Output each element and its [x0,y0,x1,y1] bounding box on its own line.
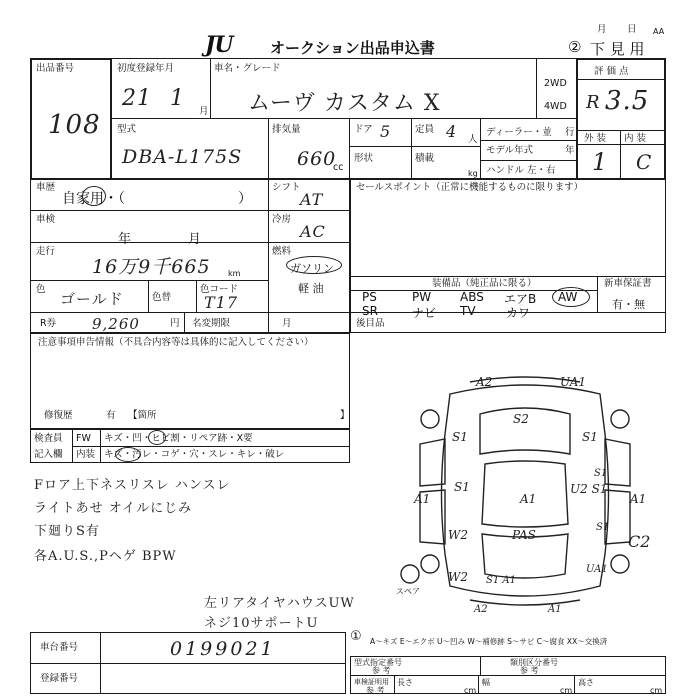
model-year-unit: 年 [565,145,575,156]
circle-one-mark: ① [350,629,362,644]
damage-s1-right-top: S1 [582,430,598,444]
rating-label: 評 価 点 [594,66,629,77]
equipment-item: PS [362,290,377,304]
car-name-value: ムーヴ カスタム X [248,91,441,116]
category-close-paren: ） [238,191,252,207]
door-label: ドア [354,124,373,135]
length-label: 長さ [397,678,413,687]
gasoline-circle [286,256,342,274]
exterior-label: 外 装 [584,133,607,144]
reg-no-label: 登録番号 [40,673,79,684]
equipment-label: 装備品（純正品に限る） [432,278,537,289]
cert-ref: 参 考 [366,686,385,695]
name-change-month: 月 [282,318,292,329]
exterior-score: 1 [592,148,609,176]
interior-score: C [636,150,653,174]
aw-circle [552,287,590,307]
auction-logo: JU [205,32,233,58]
notes-title: 注意事項申告情報（不具合内容等は具体的に記入してください） [38,337,314,348]
private-use-circle [82,186,106,206]
door-value: 5 [380,122,392,141]
shift-label: シフト [272,182,301,193]
width-cm: cm [560,686,573,695]
capacity-value: 4 [446,122,458,141]
shift-value: AT [300,190,324,209]
4wd-label: 4WD [544,101,567,112]
rating-prefix: R [586,92,601,113]
first-registration-month: 1 [170,86,185,111]
new-warranty-label: 新車保証書 [604,278,652,289]
line-label: 行 [565,127,575,138]
length-cm: cm [464,686,477,695]
category-no-label: 類別区分番号 [510,658,558,667]
light-oil-option: 軽 油 [298,282,324,295]
color-code-value: T17 [204,293,239,312]
warranty-yes-no: 有・無 [612,298,645,311]
cooler-value: AC [300,222,326,241]
displacement-value: 660 [297,148,337,170]
note-line: 各A.U.S.,Pヘゲ BPW [34,549,177,564]
damage-s1-a1: S1 A1 [486,575,516,586]
damage-a2-top: A2 [476,375,493,389]
height-cm: cm [650,686,663,695]
gasoline-option: ガソリン [290,262,334,275]
damage-w2-left: W2 [448,528,468,542]
first-registration-year: 21 [122,86,152,111]
damage-s1-right-bottom: S1 [596,522,610,533]
damage-s2-roof: S2 [513,412,529,426]
note-line-bottom: ネジ10サポートU [204,616,319,631]
model-type-value: DBA-L175S [122,146,243,168]
fw-label: FW [76,433,91,444]
rating-value: 3.5 [605,86,650,116]
chassis-no-value: 0199021 [170,638,276,660]
kg-unit: kg [468,169,478,178]
equipment-item: AW [558,290,578,304]
repair-history-label: 修復歴 [44,410,73,421]
inspection-label: 車検 [36,214,56,225]
capacity-unit: 人 [468,134,478,145]
date-month-label: 月 [597,24,607,35]
model-year-label: モデル年式 [486,145,534,156]
name-change-label: 名変期限 [192,318,231,329]
damage-pas: PAS [512,528,536,542]
type-designation-label: 型式指定番号 [354,658,402,667]
cert-length-label: 車検証明用 [354,678,389,686]
damage-c2: C2 [628,532,651,551]
color-value: ゴールド [60,290,124,308]
date-day-label: 日 [627,24,637,35]
mileage-value: 16万9千665 [92,256,211,278]
fw-items: キズ・凹・ヒビ割・リペア跡・X要 [104,433,253,444]
damage-a1-bottom: A1 [548,604,562,615]
equipment-item: PW [412,290,432,304]
note-line-bottom: 左リアタイヤハウスUW [204,596,355,611]
interior-label: 内 装 [624,133,647,144]
equipment-item: エアB [504,292,537,306]
aa-label: AA [653,27,665,36]
fuel-label: 燃料 [272,246,292,257]
later-items-label: 後目品 [356,318,385,329]
damage-a1-left: A1 [414,492,431,506]
damage-a1-mid: A1 [520,492,537,506]
km-unit: km [228,269,241,278]
repair-location-label: 【箇所 [128,410,157,421]
load-label: 積載 [415,153,435,164]
first-registration-label: 初度登録年月 [117,63,175,74]
2wd-label: 2WD [544,78,567,89]
interior-items: キズ・汚レ・コゲ・穴・スレ・キレ・破レ [104,449,285,460]
fw-dent-circle [148,430,166,445]
inspection-month: 月 [188,232,202,247]
width-label: 幅 [482,678,490,687]
damage-u2-s1: U2 S1 [570,482,608,496]
color-label: 色 [36,284,46,295]
copy-purpose: 下 見 用 [590,40,645,58]
equipment-item: カワ [506,306,531,320]
note-line: ライトあせ オイルにじみ [34,501,193,516]
damage-ua1-right: UA1 [586,564,608,575]
inspection-year: 年 [118,232,132,247]
color-code-label: 色コード [200,284,239,295]
int-dirt-circle [115,447,141,462]
car-name-label: 車名・グレード [214,63,281,74]
lot-number-value: 108 [48,110,101,140]
lot-number-label: 出品番号 [36,63,75,74]
damage-legend: A～キズ E～エクボ U～凹み W～補修跡 S～サビ C～腐食 XX～交換済 [370,637,608,646]
repair-location-close: 】 [340,410,350,421]
capacity-label: 定員 [415,124,435,135]
chassis-no-label: 車台番号 [40,642,79,653]
recycle-yen: 円 [170,318,180,329]
equipment-item: SR [362,304,378,318]
damage-w2-bottom: W2 [448,570,468,584]
equipment-item: TV [460,304,476,318]
damage-a1-right: A1 [630,492,647,506]
shape-label: 形状 [354,153,374,164]
private-use-text: 自家用・（ [62,191,125,207]
recycle-value: 9,260 [92,315,140,333]
category-label: 車歴 [36,182,56,193]
repair-yes-label: 有 [106,410,116,421]
recycle-label: R券 [40,318,57,329]
note-line: Fロア上下ネスリスレ ハンスレ [34,478,231,493]
model-type-label: 型式 [117,124,137,135]
equipment-item: ナビ [412,306,437,320]
damage-s1-left-door: S1 [454,480,470,494]
form-title: オークション出品申込書 [270,39,435,57]
cooler-label: 冷房 [272,214,292,225]
entry-label: 記入欄 [34,449,63,460]
height-label: 高さ [578,678,594,687]
sales-point-label: セールスポイント（正常に機能するものに限ります） [356,182,584,193]
spare-label: スペア [396,587,420,596]
inspector-label: 検査員 [34,433,63,444]
type-designation-ref: 参 考 [372,666,391,675]
color-change-label: 色替 [152,292,172,303]
first-registration-month-unit: 月 [199,106,209,117]
damage-s1-left-top: S1 [452,430,468,444]
handle-label: ハンドル 左・右 [486,165,556,176]
damage-a2-bottom: A2 [474,604,488,615]
interior-short-label: 内装 [76,449,96,460]
equipment-item: ABS [460,290,484,304]
damage-s1-right-top-small: S1 [594,468,608,479]
displacement-label: 排気量 [272,124,301,135]
note-line: 下廻りS有 [34,524,100,539]
cc-unit: cc [333,162,344,173]
copy-number: ② [568,38,582,56]
mileage-label: 走行 [36,246,56,257]
damage-ua1-top: UA1 [560,375,587,389]
category-no-ref: 参 考 [520,666,539,675]
dealer-label: ディーラー・並 [486,127,552,138]
